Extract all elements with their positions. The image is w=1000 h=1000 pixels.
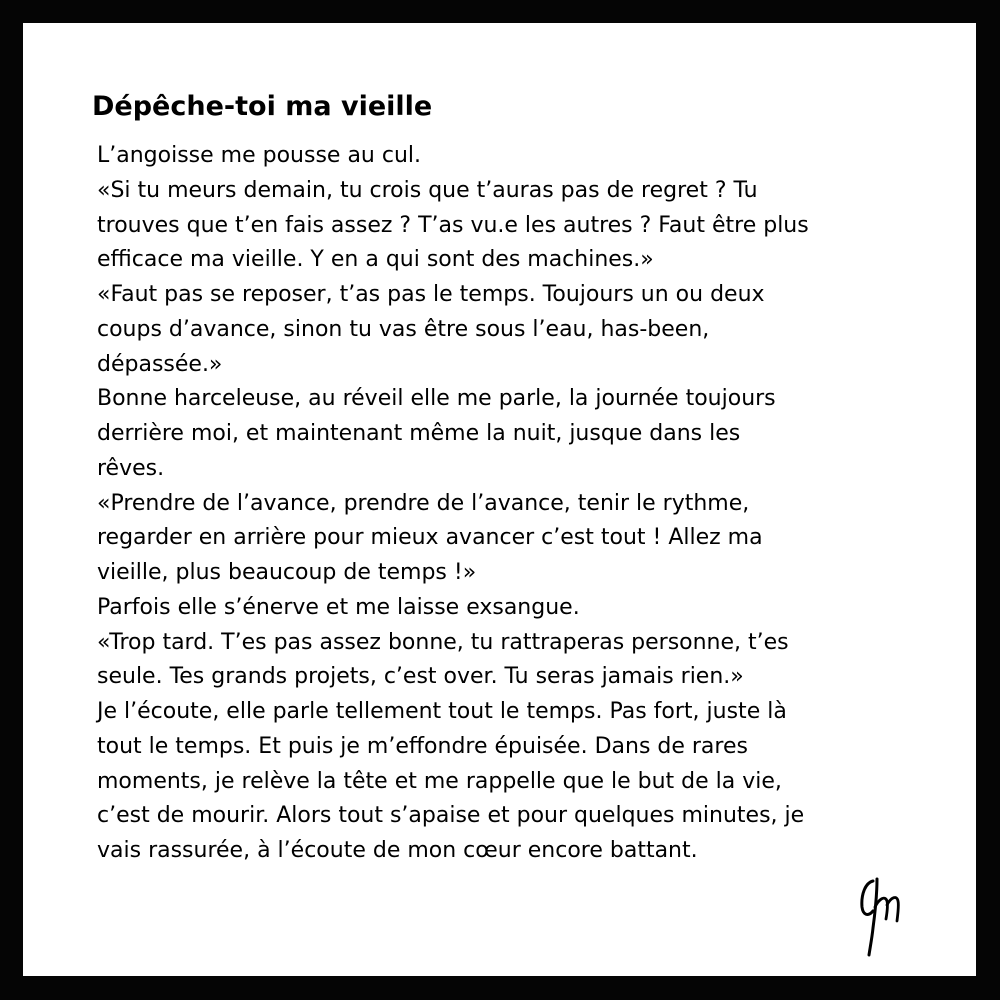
text-line: coups d’avance, sinon tu vas être sous l’eau, has-been,	[97, 316, 710, 342]
text-line: «Prendre de l’avance, prendre de l’avance, tenir le rythme,	[97, 490, 750, 516]
document-title: Dépêche-toi ma vieille	[92, 91, 433, 122]
text-line: efficace ma vieille. Y en a qui sont des machines.»	[97, 247, 654, 273]
text-line: dépassée.»	[97, 351, 223, 377]
text-line: tout le temps. Et puis je m’effondre épuisée. Dans de rares	[97, 733, 748, 759]
text-line: derrière moi, et maintenant même la nuit, jusque dans les	[97, 421, 741, 446]
text-line: moments, je relève la tête et me rappelle que le but de la vie,	[97, 768, 782, 794]
text-line: c’est de mourir. Alors tout s’apaise et pour quelques minutes, je	[97, 803, 805, 829]
document-body	[97, 139, 927, 869]
text-line: Je l’écoute, elle parle tellement tout le temps. Pas fort, juste là	[97, 699, 787, 724]
text-line: «Faut pas se reposer, t’as pas le temps. Toujours un ou deux	[97, 282, 765, 307]
text-line: «Trop tard. T’es pas assez bonne, tu rattraperas personne, t’es	[97, 629, 789, 655]
text-line: trouves que t’en fais assez ? T’as vu.e les autres ? Faut être plus	[97, 212, 809, 238]
text-line: Bonne harceleuse, au réveil elle me parle, la journée toujours	[97, 386, 776, 412]
text-line: regarder en arrière pour mieux avancer c’est tout ! Allez ma	[97, 525, 763, 551]
text-line: vais rassurée, à l’écoute de mon cœur encore battant.	[97, 838, 698, 863]
text-line: L’angoisse me pousse au cul.	[97, 143, 422, 168]
text-line: seule. Tes grands projets, c’est over. Tu seras jamais rien.»	[97, 664, 744, 690]
handwritten-signature-icon	[853, 873, 913, 958]
text-line: «Si tu meurs demain, tu crois que t’auras pas de regret ? Tu	[97, 177, 758, 203]
text-line: vieille, plus beaucoup de temps !»	[97, 560, 477, 585]
text-line: Parfois elle s’énerve et me laisse exsangue.	[97, 594, 580, 620]
page	[23, 23, 976, 976]
text-line: rêves.	[97, 455, 165, 481]
